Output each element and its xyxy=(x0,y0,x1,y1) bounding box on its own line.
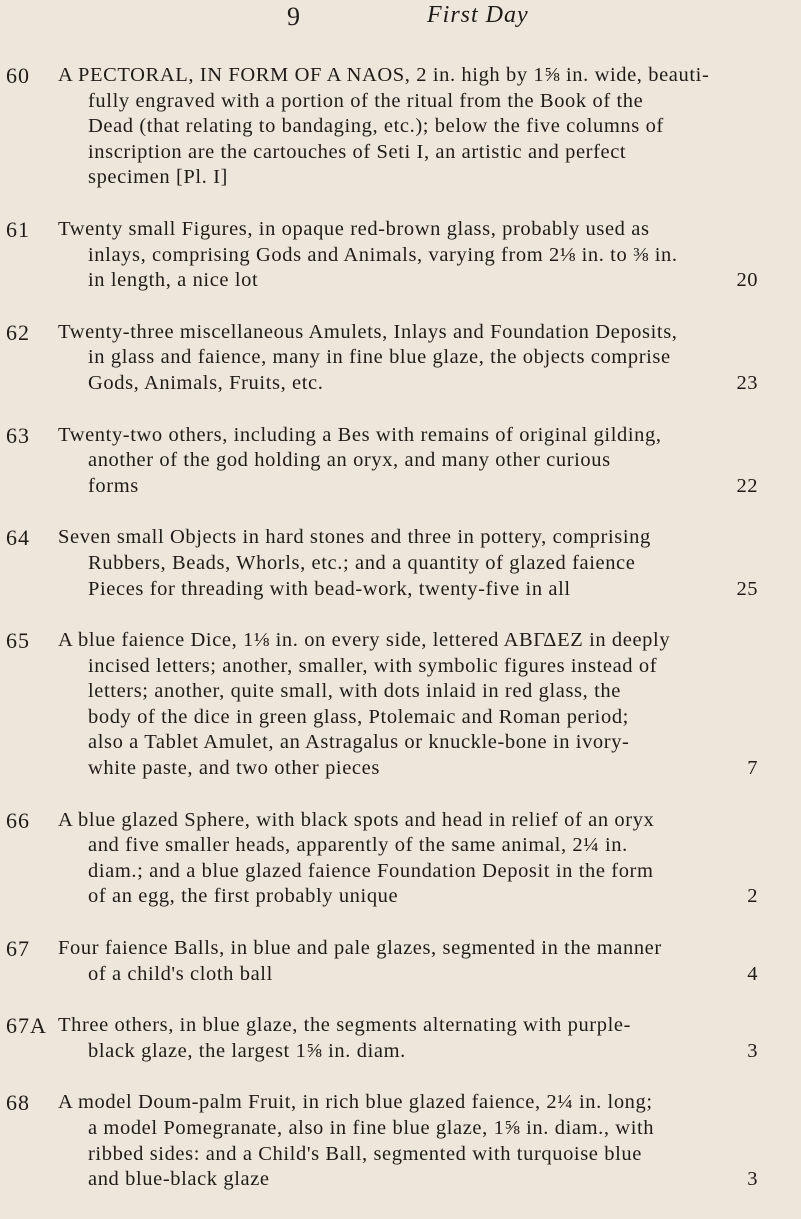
catalogue-lot xyxy=(0,217,801,294)
catalogue-lot xyxy=(0,320,801,397)
lot-text-line: body of the dice in green glass, Ptolemaic and Roman period; xyxy=(88,705,629,728)
lot-list xyxy=(0,63,801,1219)
catalogue-lot xyxy=(0,525,801,602)
lot-description xyxy=(58,628,758,782)
catalogue-lot xyxy=(0,1090,801,1192)
lot-number: 64 xyxy=(6,525,30,551)
lot-price: 2 xyxy=(747,885,758,908)
lot-text-line: in glass and faience, many in fine blue glaze, the objects comprise xyxy=(88,346,671,369)
lot-text-line: diam.; and a blue glazed faience Foundation Deposit in the form xyxy=(88,859,654,882)
lot-text-line: Twenty-three miscellaneous Amulets, Inlays and Foundation Deposits, xyxy=(58,320,678,343)
lot-last-line xyxy=(58,1167,758,1193)
catalogue-lot xyxy=(0,1013,801,1064)
lot-description xyxy=(58,525,758,602)
lot-price: 23 xyxy=(736,371,758,394)
lot-description xyxy=(58,1090,758,1192)
lot-text-line: of a child's cloth ball xyxy=(88,962,273,985)
lot-number: 68 xyxy=(6,1090,30,1116)
lot-text-line: Twenty small Figures, in opaque red-brown glass, probably used as xyxy=(58,217,650,240)
catalogue-lot xyxy=(0,808,801,910)
lot-number: 67A xyxy=(6,1013,47,1039)
lot-number: 62 xyxy=(6,319,30,345)
lot-last-line xyxy=(58,962,758,988)
lot-number: 61 xyxy=(6,216,30,242)
lot-description xyxy=(58,320,758,397)
lot-last-line xyxy=(58,1039,758,1065)
lot-text-line: fully engraved with a portion of the ritual from the Book of the xyxy=(88,89,644,112)
lot-text-line: and five smaller heads, apparently of the same animal, 2¼ in. xyxy=(88,834,628,857)
lot-number: 63 xyxy=(6,422,30,448)
lot-text-line: letters; another, quite small, with dots inlaid in red glass, the xyxy=(88,680,621,703)
lot-text-line: A model Doum-palm Fruit, in rich blue glazed faience, 2¼ in. long; xyxy=(58,1091,653,1114)
lot-text-line: Dead (that relating to bandaging, etc.); below the five columns of xyxy=(88,115,664,138)
lot-description xyxy=(58,63,758,191)
catalogue-lot xyxy=(0,63,801,191)
lot-text-line: Gods, Animals, Fruits, etc. xyxy=(88,371,324,394)
lot-text-line: white paste, and two other pieces xyxy=(88,757,380,780)
lot-price: 3 xyxy=(747,1168,758,1191)
catalogue-lot xyxy=(0,628,801,782)
lot-number: 66 xyxy=(6,807,30,833)
lot-text-line: a model Pomegranate, also in fine blue glaze, 1⅝ in. diam., with xyxy=(88,1117,655,1139)
lot-price: 7 xyxy=(747,757,758,780)
lot-text-line: Seven small Objects in hard stones and three in pottery, comprising xyxy=(58,526,651,549)
lot-text-line: specimen [Pl. I] xyxy=(88,166,228,189)
lot-description xyxy=(58,1013,758,1064)
page-number: 9 xyxy=(287,2,301,31)
catalogue-lot xyxy=(0,936,801,987)
lot-text-line: also a Tablet Amulet, an Astragalus or knuckle-bone in ivory- xyxy=(88,731,630,754)
lot-text-line: ribbed sides: and a Child's Ball, segmented with turquoise blue xyxy=(88,1142,642,1165)
running-title: First Day xyxy=(427,2,529,28)
lot-price: 3 xyxy=(747,1039,758,1062)
lot-text-line: forms xyxy=(88,474,139,497)
lot-last-line xyxy=(58,474,758,500)
lot-number: 67 xyxy=(6,936,30,962)
lot-last-line xyxy=(58,884,758,910)
lot-last-line xyxy=(58,268,758,294)
page-header xyxy=(0,0,801,60)
lot-price: 25 xyxy=(736,577,758,600)
lot-text-line: inscription are the cartouches of Seti I, an artistic and perfect xyxy=(88,140,627,163)
lot-text-line: Twenty-two others, including a Bes with remains of original gilding, xyxy=(58,423,662,446)
lot-text-line: Rubbers, Beads, Whorls, etc.; and a quantity of glazed faience xyxy=(88,551,636,574)
lot-number: 60 xyxy=(6,63,30,88)
lot-price: 20 xyxy=(736,269,758,292)
catalogue-lot xyxy=(0,423,801,500)
lot-text-line: inlays, comprising Gods and Animals, varying from 2⅛ in. to ⅜ in. xyxy=(88,243,678,266)
lot-text-line: black glaze, the largest 1⅝ in. diam. xyxy=(88,1039,406,1062)
lot-price: 22 xyxy=(736,474,758,497)
lot-text-line: Pieces for threading with bead-work, twenty-five in all xyxy=(88,577,571,600)
lot-text-line: incised letters; another, smaller, with symbolic figures instead of xyxy=(88,654,658,677)
lot-text-line: Three others, in blue glaze, the segments alternating with purple- xyxy=(58,1014,631,1037)
lot-description xyxy=(58,423,758,500)
lot-description xyxy=(58,217,758,294)
lot-text-line: A blue glazed Sphere, with black spots and head in relief of an oryx xyxy=(58,808,655,831)
lot-text-line: another of the god holding an oryx, and many other curious xyxy=(88,449,611,472)
lot-text-line: and blue-black glaze xyxy=(88,1168,270,1191)
lot-text-line: A blue faience Dice, 1⅛ in. on every side, lettered ABΓΔEZ in deeply xyxy=(58,629,671,652)
lot-description xyxy=(58,936,758,987)
lot-price: 4 xyxy=(747,962,758,985)
lot-last-line xyxy=(58,371,758,397)
lot-description xyxy=(58,808,758,910)
lot-text-line: A PECTORAL, IN FORM OF A NAOS, 2 in. high by 1⅝ in. wide, beauti- xyxy=(58,64,710,86)
lot-number: 65 xyxy=(6,628,30,654)
lot-text-line: of an egg, the first probably unique xyxy=(88,885,399,908)
lot-text-line: in length, a nice lot xyxy=(88,269,259,292)
lot-last-line xyxy=(58,756,758,782)
lot-text-line: Four faience Balls, in blue and pale glazes, segmented in the manner xyxy=(58,937,662,960)
lot-last-line xyxy=(58,577,758,603)
